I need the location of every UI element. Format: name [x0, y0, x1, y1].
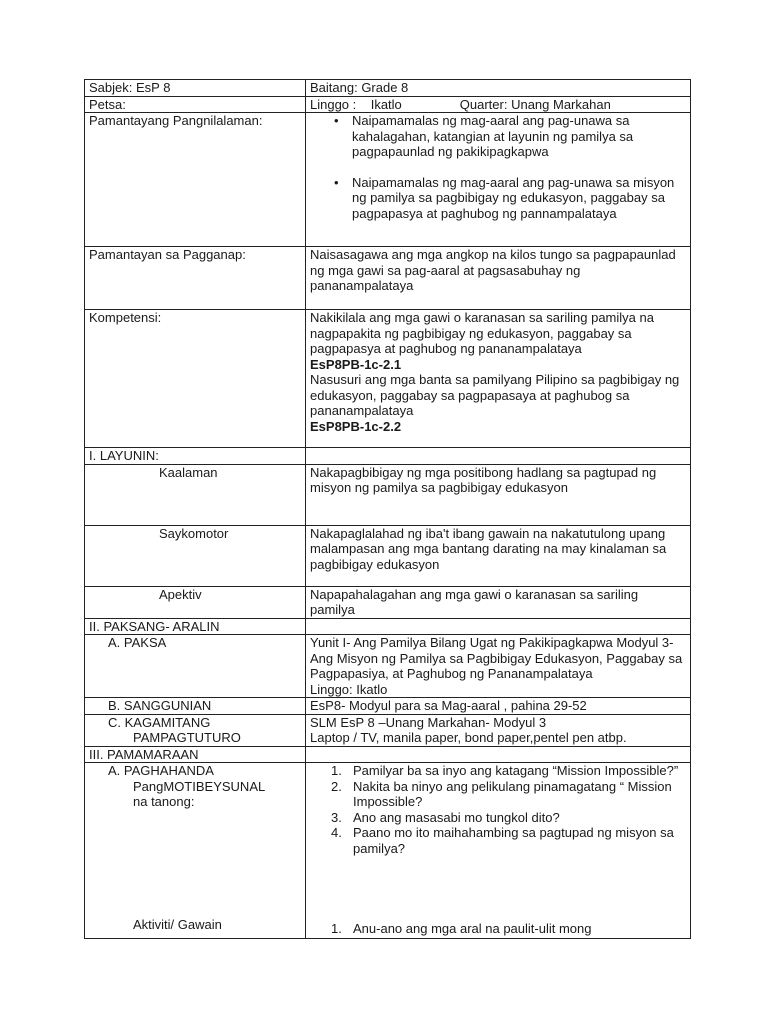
quarter-text: Quarter: Unang Markahan	[459, 96, 611, 112]
materials-line-2: Laptop / TV, manila paper, bond paper,pentel pen atbp.	[310, 730, 627, 745]
content-standard-row	[85, 113, 691, 247]
affective-text: Napapahalagahan ang mga gawi o karanasan sa sariling pamilya	[306, 586, 691, 618]
bullet-item: • Naipamamalas ng mag-aaral ang pag-unawa sa misyon ng pamilya sa pagbibigay ng edukasyon, paggabay sa pagpapasya at paghubog ng pannampalataya	[310, 175, 686, 222]
materials-cell	[306, 714, 691, 746]
knowledge-text: Nakapagbibigay ng mga positibong hadlang sa pagtupad ng misyon ng pamilya sa pagbibigay edukasyon	[306, 464, 691, 525]
date-row	[85, 96, 691, 113]
grade-cell: Baitang: Grade 8	[306, 80, 691, 97]
reference-label: B. SANGGUNIAN	[85, 698, 306, 715]
reference-text: EsP8- Modyul para sa Mag-aaral , pahina 29-52	[306, 698, 691, 715]
knowledge-row	[85, 464, 691, 525]
psychomotor-text: Nakapaglalahad ng iba't ibang gawain na nakatutulong upang malampasan ang mga bantang darating na may kinalaman sa pagbibigay edukasyon	[306, 525, 691, 586]
bullet-item: • Naipamamalas ng mag-aaral ang pag-unawa sa kahalagahan, katangian at layunin ng pamilya sa pagpapaunlad ng pakikipagkapwa	[310, 113, 686, 160]
subject-matter-label: II. PAKSANG- ARALIN	[85, 618, 306, 635]
content-standard-list	[310, 113, 686, 221]
activity-item: 1. Anu-ano ang mga aral na paulit-ulit mong	[331, 921, 592, 936]
subject-row	[85, 80, 691, 97]
objectives-empty-cell	[306, 448, 691, 465]
date-label: Petsa:	[85, 96, 306, 113]
week-text: Linggo : Ikatlo	[310, 96, 402, 112]
competency-text-1: Nakikilala ang mga gawi o karanasan sa sariling pamilya na nagpapakita ng pagbibigay ng edukasyon, paggabay sa pagpapasya at paghubog ng pananampalataya	[310, 310, 654, 356]
preparation-cell	[306, 763, 691, 939]
preparation-label-2: PangMOTIBEYSUNAL	[133, 778, 266, 794]
competency-text-2: Nasusuri ang mga banta sa pamilyang Pilipino sa pagbibigay ng edukasyon, paggabay sa pagpapasaya at paghubog sa pananampalataya	[310, 372, 680, 418]
knowledge-label: Kaalaman	[85, 464, 306, 525]
materials-label-line-1: C. KAGAMITANG	[108, 714, 211, 730]
materials-label-cell	[85, 714, 306, 746]
subject-cell: Sabjek: EsP 8	[85, 80, 306, 97]
performance-standard-text: Naisasagawa ang mga angkop na kilos tungo sa pagpapaunlad ng mga gawi sa pag-aaral at pagsasabuhay ng pananampalataya	[306, 247, 691, 310]
topic-cell	[306, 635, 691, 698]
competency-label: Kompetensi:	[85, 310, 306, 448]
subject-matter-row	[85, 618, 691, 635]
materials-label-line-2: PAMPAGTUTURO	[133, 730, 241, 745]
question-item: 4. Paano mo ito maihahambing sa pagtupad ng misyon sa pamilya?	[331, 825, 674, 856]
preparation-label-cell	[85, 763, 306, 939]
affective-label: Apektiv	[85, 586, 306, 618]
content-standard-label: Pamantayang Pangnilalaman:	[85, 113, 306, 247]
performance-standard-row	[85, 247, 691, 310]
competency-row	[85, 310, 691, 448]
competency-code-1: EsP8PB-1c-2.1	[310, 356, 402, 372]
subject-matter-empty-cell	[306, 618, 691, 635]
materials-line-1: SLM EsP 8 –Unang Markahan- Modyul 3	[310, 714, 547, 730]
reference-row	[85, 698, 691, 715]
topic-label: A. PAKSA	[85, 635, 306, 698]
lesson-plan-table	[84, 79, 691, 939]
performance-standard-label: Pamantayan sa Pagganap:	[85, 247, 306, 310]
competency-code-2: EsP8PB-1c-2.2	[310, 418, 402, 434]
psychomotor-row	[85, 525, 691, 586]
materials-row	[85, 714, 691, 746]
affective-row	[85, 586, 691, 618]
motivation-questions	[310, 763, 686, 856]
procedure-row	[85, 746, 691, 763]
objectives-row	[85, 448, 691, 465]
competency-cell	[306, 310, 691, 448]
objectives-label: I. LAYUNIN:	[85, 448, 306, 465]
procedure-empty-cell	[306, 746, 691, 763]
question-item: 3. Ano ang masasabi mo tungkol dito?	[331, 809, 560, 825]
topic-row	[85, 635, 691, 698]
content-standard-cell	[306, 113, 691, 247]
psychomotor-label: Saykomotor	[85, 525, 306, 586]
procedure-label: III. PAMAMARAAN	[85, 746, 306, 763]
question-item: 1. Pamilyar ba sa inyo ang katagang “Mission Impossible?”	[331, 763, 679, 778]
preparation-row	[85, 763, 691, 939]
topic-week: Linggo: Ikatlo	[310, 681, 388, 697]
activity-list	[310, 921, 686, 937]
question-item: 2. Nakita ba ninyo ang pelikulang pinamagatang “ Mission Impossible?	[331, 778, 672, 809]
preparation-label-1: A. PAGHAHANDA	[108, 763, 214, 778]
preparation-label-3: na tanong:	[133, 794, 195, 809]
week-quarter-cell	[306, 96, 691, 113]
topic-text: Yunit I- Ang Pamilya Bilang Ugat ng Pakikipagkapwa Modyul 3- Ang Misyon ng Pamilya sa Pagbibigay Edukasyon, Paggabay sa Pagpapasiya, at Paghubog ng Pananampalataya	[310, 635, 683, 681]
activity-label: Aktiviti/ Gawain	[133, 917, 222, 932]
